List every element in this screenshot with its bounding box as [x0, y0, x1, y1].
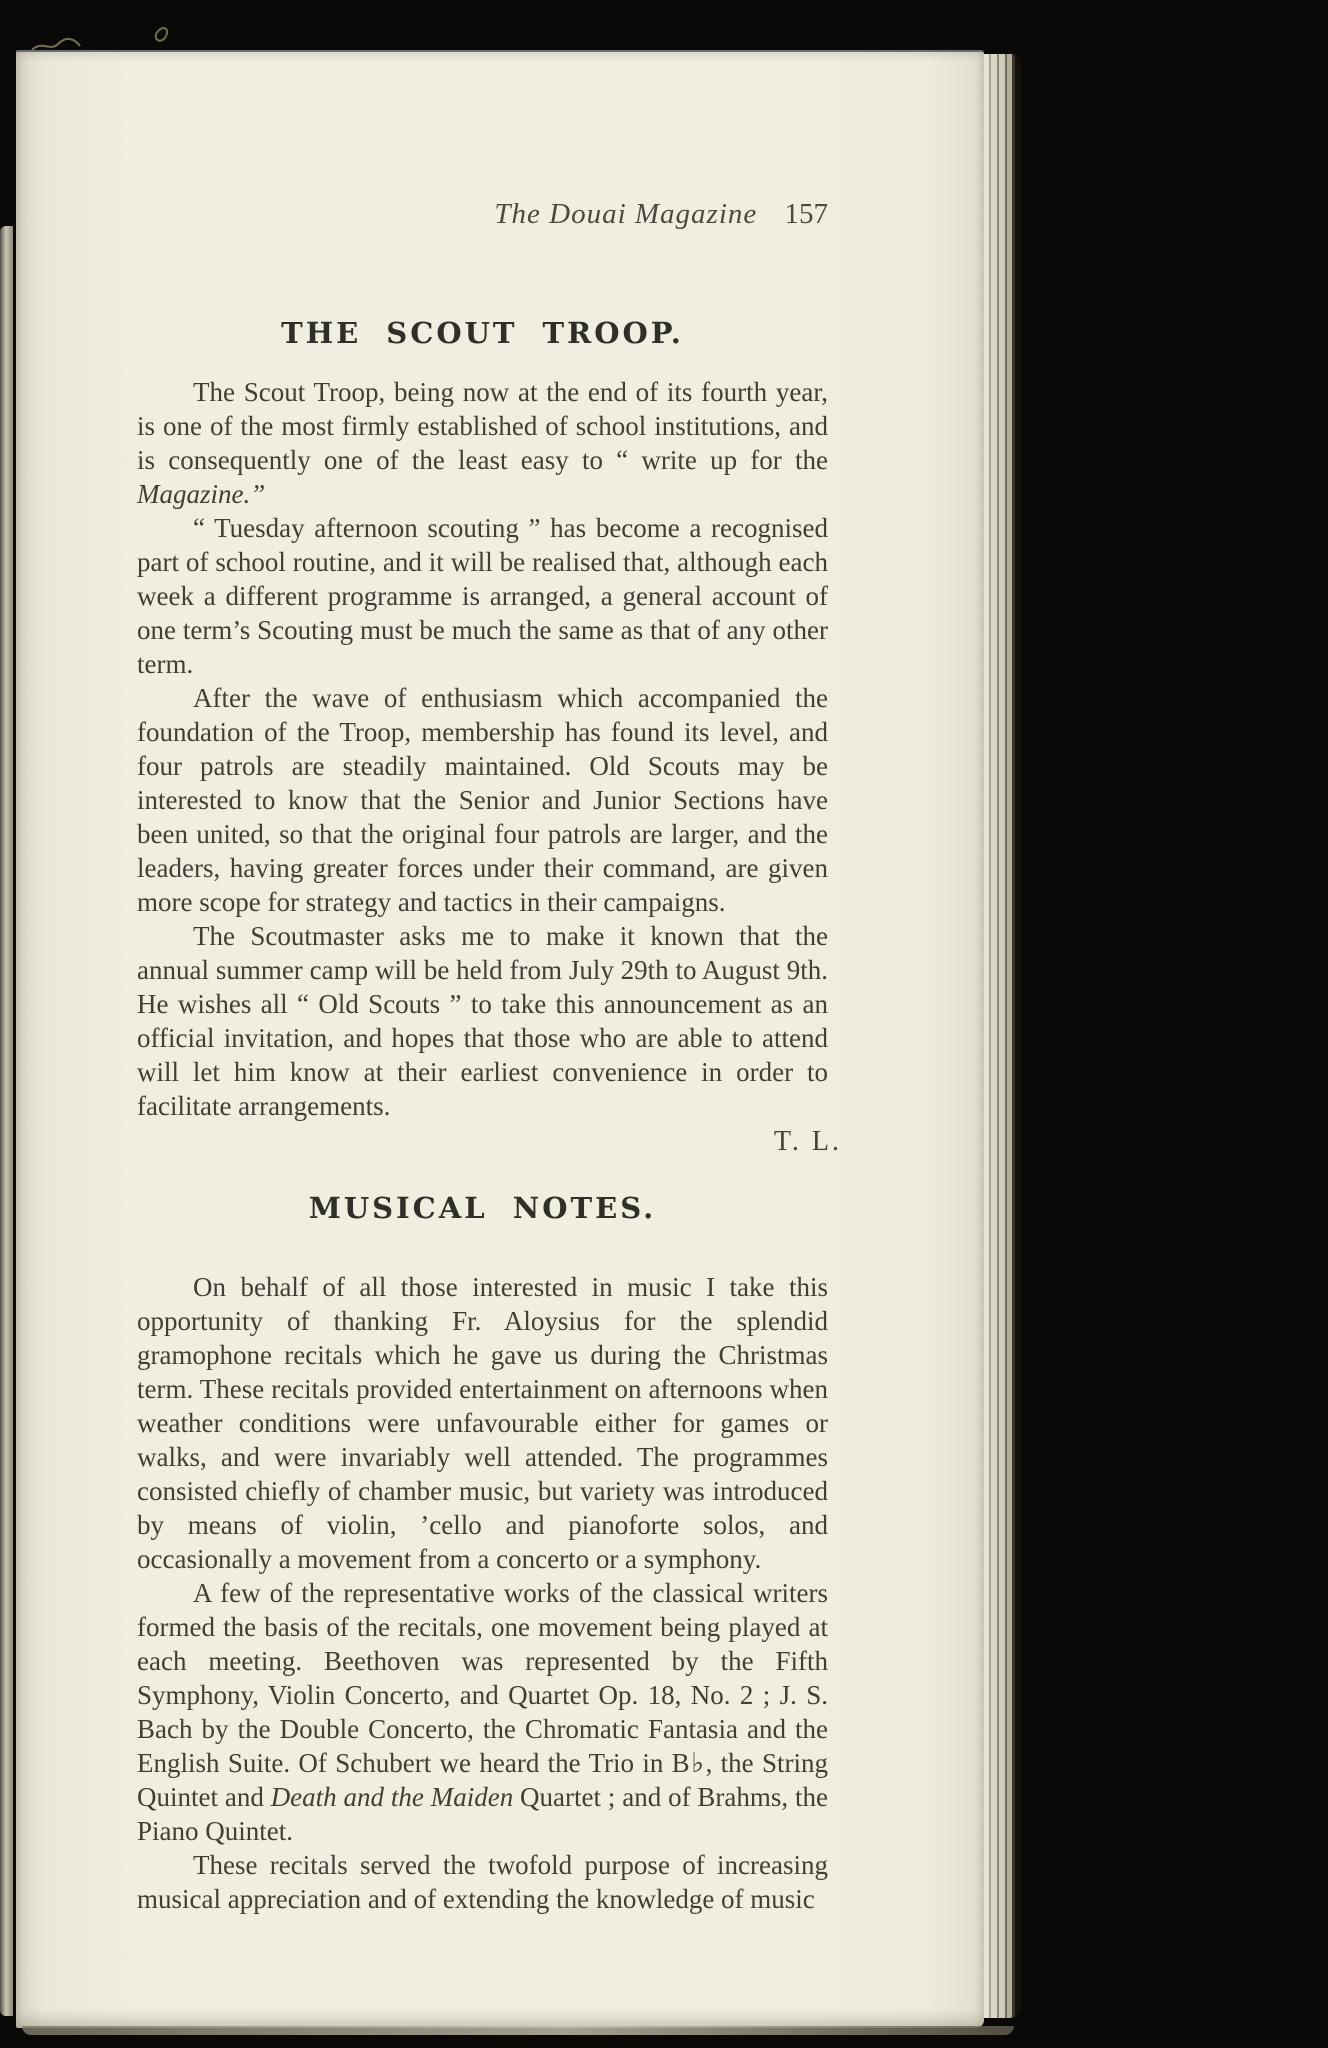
paragraph: After the wave of enthusiasm which accompanied the foundation of the Troop, membership has found its level, and four patrols are steadily maintained. Old Scouts may be interested to know that the Senior and Junior Sections have been united, so that the original four patrols are larger, and the leaders, having greater forces under their command, are given more scope for strategy and tactics in their campaigns.	[137, 683, 828, 917]
running-header	[137, 198, 828, 231]
paragraph: On behalf of all those interested in music I take this opportunity of thanking Fr. Aloysius for the splendid gramophone recitals which he gave us during the Christmas term. These recitals provided entertainment on afternoons when weather conditions were unfavourable either for games or walks, and were invariably well attended. The programmes consisted chiefly of chamber music, but variety was introduced by means of violin, ’cello and pianoforte solos, and occasionally a movement from a concerto or a symphony.	[137, 1272, 828, 1574]
paragraph: “ Tuesday afternoon scouting ” has become a recognised part of school routine, and it will be realised that, although each week a different programme is arranged, a general account of one term’s Scouting must be much the same as that of any other term.	[137, 513, 828, 679]
paragraph: These recitals served the twofold purpose of increasing musical appreciation and of extending the knowledge of music	[137, 1850, 828, 1914]
signature-initials: T. L.	[773, 1126, 842, 1157]
section-heading-scout-troop: THE SCOUT TROOP.	[281, 316, 684, 350]
paragraph: The Scout Troop, being now at the end of its fourth year, is one of the most firmly established of school institutions, and is consequently one of the least easy to “ write up for the Magazine.”	[137, 377, 828, 509]
musical-notes-body	[137, 1270, 828, 1916]
paragraph: A few of the representative works of the classical writers formed the basis of the recitals, one movement being played at each meeting. Beethoven was represented by the Fifth Symphony, Violin Concerto, and Quartet Op. 18, No. 2 ; J. S. Bach by the Double Concerto, the Chromatic Fantasia and the English Suite. Of Schubert we heard the Trio in B♭, the String Quintet and Death and the Maiden Quartet ; and of Brahms, the Piano Quintet.	[137, 1578, 828, 1846]
scout-troop-body	[137, 375, 828, 1123]
right-page-edges	[984, 54, 1021, 2018]
page-number: 157	[784, 198, 828, 230]
paragraph: The Scoutmaster asks me to make it known that the annual summer camp will be held from July 29th to August 9th. He wishes all “ Old Scouts ” to take this announcement as an official invitation, and hopes that those who are able to attend will let him know at their earliest convenience in order to facilitate arrangements.	[137, 921, 828, 1121]
section-heading-musical-notes: MUSICAL NOTES.	[308, 1191, 657, 1225]
book-page	[16, 50, 984, 2028]
bottom-page-edge	[22, 2026, 1014, 2035]
magazine-title: The Douai Magazine	[494, 198, 758, 230]
page-content	[137, 52, 842, 1916]
left-page-edge	[0, 226, 13, 2016]
